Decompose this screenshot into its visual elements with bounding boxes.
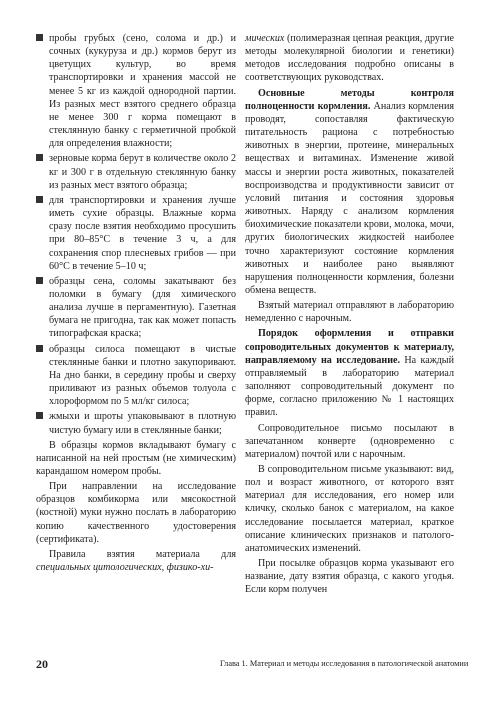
section-paragraph: Основные методы контроля полноценности кормления. Анализ кормления проводят, сопоставляя фактическую питательность рациона с потребностью животных в энергии, протеине, минеральных веществах и витаминах. Изменение живой массы и энергии роста животных, показателей воспроизводства и продуктивности зависит от условий питания и состояния здоровья животных. Наряду с анализом кормления биохимические показатели крови, молока, мочи, других биологических жидкостей наиболее точно характеризуют состояние кормления животных и наиболее рано выявляют нарушения полноценности кормления, болезни обмена веществ.: [245, 87, 454, 296]
running-footer-title: Глава 1. Материал и методы исследования в патологической анатомии: [220, 659, 469, 668]
paragraph: Взятый материал отправляют в лабораторию немедленно с нарочным.: [245, 300, 454, 325]
list-item: пробы грубых (сено, солома и др.) и сочных (кукуруза и др.) кормов берут из цветущих культур, во время транспортировки и хранения массой не менее 5 кг из каждой однородной партии. Из разных мест взятого среднего образца не менее 300 г корма помещают в стеклянную банку с герметичной пробкой для определения влажности;: [36, 32, 236, 150]
paragraph: При направлении на исследование образцов комбикорма или мясокостной (костной) муки нужно послать в лабораторию копию качественного удостоверения (сертификата).: [36, 481, 236, 545]
bullet-square-icon: [36, 412, 43, 419]
paragraph: Правила взятия материала для специальных цитологических, физико-хи-: [36, 548, 236, 574]
bullet-square-icon: [36, 345, 43, 352]
paragraph: В сопроводительном письме указывают: вид, пол и возраст животного, от которого взят материал для исследования, его номер или кличку, сколько банок с материалом, на какое исследование посылается материал, краткое описание клинических признаков и патолого-анатомических изменений.: [245, 464, 454, 554]
right-column: [245, 32, 454, 597]
list-item: образцы сена, соломы закатывают без поломки в бумагу (для химического анализа лучше в пергаментную). Газетная бумага не пригодна, так как может попасть типографская краска;: [36, 275, 236, 341]
left-column: [36, 32, 236, 574]
paragraph: При посылке образцов корма указывают его название, дату взятия образца, с какого угодья. Если корм получен: [245, 558, 454, 596]
section-paragraph: Порядок оформления и отправки сопроводительных документов к материалу, направляемому на исследование. На каждый отправляемый в лабораторию материал заполняют сопроводительный документ по форме, согласно приложению № 1 настоящих правил.: [245, 328, 454, 419]
list-item: для транспортировки и хранения лучше иметь сухие образцы. Влажные корма сразу после взятия необходимо просушить при 80–85°С в течение 3 ч, а для сохранения спор плесневых грибов — при 60°С в течение 5–10 ч;: [36, 194, 236, 273]
bullet-square-icon: [36, 277, 43, 284]
list-item: жмыхи и шроты упаковывают в плотную чистую бумагу или в стеклянные банки;: [36, 410, 236, 436]
section-heading: Порядок оформления и отправки сопроводительных документов к материалу, направляемому на исследование.: [245, 328, 454, 366]
section-heading: Основные методы контроля полноценности кормления.: [245, 87, 454, 112]
bullet-square-icon: [36, 34, 43, 41]
paragraph: В образцы кормов вкладывают бумагу с написанной на ней простым (не химическим) карандашом номером пробы.: [36, 439, 236, 477]
list-item: образцы силоса помещают в чистые стеклянные банки и плотно закупоривают. На дно банки, в середину пробы и сверху приливают из разных объемов толуола с хлороформом по 5 мл/кг силоса;: [36, 343, 236, 409]
paragraph: Сопроводительное письмо посылают в запечатанном конверте (одновременно с материалом) почтой или с нарочным.: [245, 422, 454, 460]
bullet-square-icon: [36, 154, 43, 161]
list-item: зерновые корма берут в количестве около 2 кг и 300 г в отдельную стеклянную банку из разных мест взятого образца;: [36, 152, 236, 191]
bullet-square-icon: [36, 196, 43, 203]
page-number: 20: [36, 657, 48, 671]
paragraph: мических (полимеразная цепная реакция, другие методы молекулярной биологии и генетики) методов исследования подробно описаны в соответствующих руководствах.: [245, 33, 454, 84]
